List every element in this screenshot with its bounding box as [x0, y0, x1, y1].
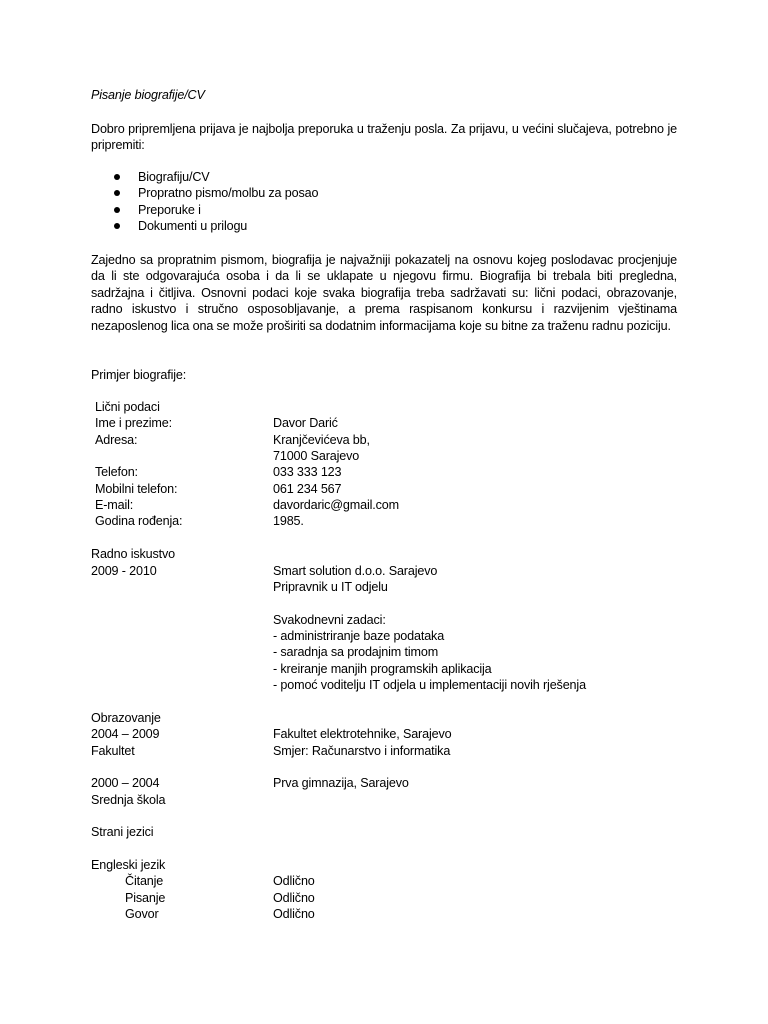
personal-heading: Lični podaci [95, 400, 160, 414]
task-item: - saradnja sa prodajnim timom [273, 645, 439, 659]
birth-label: Godina rođenja: [95, 514, 183, 528]
work-position: Pripravnik u IT odjelu [273, 580, 388, 594]
mobile-value: 061 234 567 [273, 482, 342, 496]
task-item: - administriranje baze podataka [273, 629, 445, 643]
languages-heading: Strani jezici [91, 825, 154, 839]
body-paragraph: Zajedno sa propratnim pismom, biografija je najvažniji pokazatelj na osnovu kojeg poslodavac procjenjuje da li ste odgovarajuća osoba i da li se uklapate u njegovu firmu. Biografija bi trebala biti pregledna, sadržajna i čitljiva. Osnovni podaci koje svaka biografija treba sadržavati su: lični podaci, obrazovanje, radno iskustvo i stručno osposobljavanje, a prema raspisanom konkursu i razvijenim vještinama nezaposlenog lica ona se može proširiti sa dodatnim informacijama koje su bitne za traženu radnu poziciju. [91, 253, 677, 333]
list-item: Dokumenti u prilogu [112, 218, 318, 234]
phone-label: Telefon: [95, 465, 138, 479]
example-heading: Primjer biografije: [91, 368, 187, 382]
education-type: Srednja škola [91, 793, 166, 807]
list-item: Preporuke i [112, 202, 318, 218]
education-major: Smjer: Računarstvo i informatika [273, 744, 451, 758]
education-type: Fakultet [91, 744, 135, 758]
name-label: Ime i prezime: [95, 416, 172, 430]
skill-level: Odlično [273, 907, 315, 921]
skill-level: Odlično [273, 891, 315, 905]
address-line1: Kranjčevićeva bb, [273, 433, 370, 447]
mobile-label: Mobilni telefon: [95, 482, 178, 496]
work-period: 2009 - 2010 [91, 564, 157, 578]
education-heading: Obrazovanje [91, 711, 161, 725]
phone-value: 033 333 123 [273, 465, 342, 479]
education-school: Fakultet elektrotehnike, Sarajevo [273, 727, 452, 741]
education-period: 2000 – 2004 [91, 776, 160, 790]
tasks-heading: Svakodnevni zadaci: [273, 613, 386, 627]
email-value: davordaric@gmail.com [273, 498, 399, 512]
list-item: Propratno pismo/molbu za posao [112, 185, 318, 201]
list-item: Biografiju/CV [112, 169, 318, 185]
work-heading: Radno iskustvo [91, 547, 176, 561]
skill-level: Odlično [273, 874, 315, 888]
intro-paragraph: Dobro pripremljena prijava je najbolja preporuka u traženju posla. Za prijavu, u većini slučajeva, potrebno je pripremiti: [91, 122, 677, 153]
requirements-list [112, 169, 318, 235]
address-label: Adresa: [95, 433, 138, 447]
skill-label: Govor [125, 907, 159, 921]
birth-value: 1985. [273, 514, 304, 528]
education-school: Prva gimnazija, Sarajevo [273, 776, 409, 790]
document-title: Pisanje biografije/CV [91, 88, 205, 102]
name-value: Davor Darić [273, 416, 338, 430]
skill-label: Pisanje [125, 891, 166, 905]
address-line2: 71000 Sarajevo [273, 449, 360, 463]
task-item: - kreiranje manjih programskih aplikacija [273, 662, 492, 676]
education-period: 2004 – 2009 [91, 727, 160, 741]
language-name: Engleski jezik [91, 858, 166, 872]
work-company: Smart solution d.o.o. Sarajevo [273, 564, 438, 578]
skill-label: Čitanje [125, 874, 164, 888]
task-item: - pomoć voditelju IT odjela u implementaciji novih rješenja [273, 678, 586, 692]
email-label: E-mail: [95, 498, 134, 512]
